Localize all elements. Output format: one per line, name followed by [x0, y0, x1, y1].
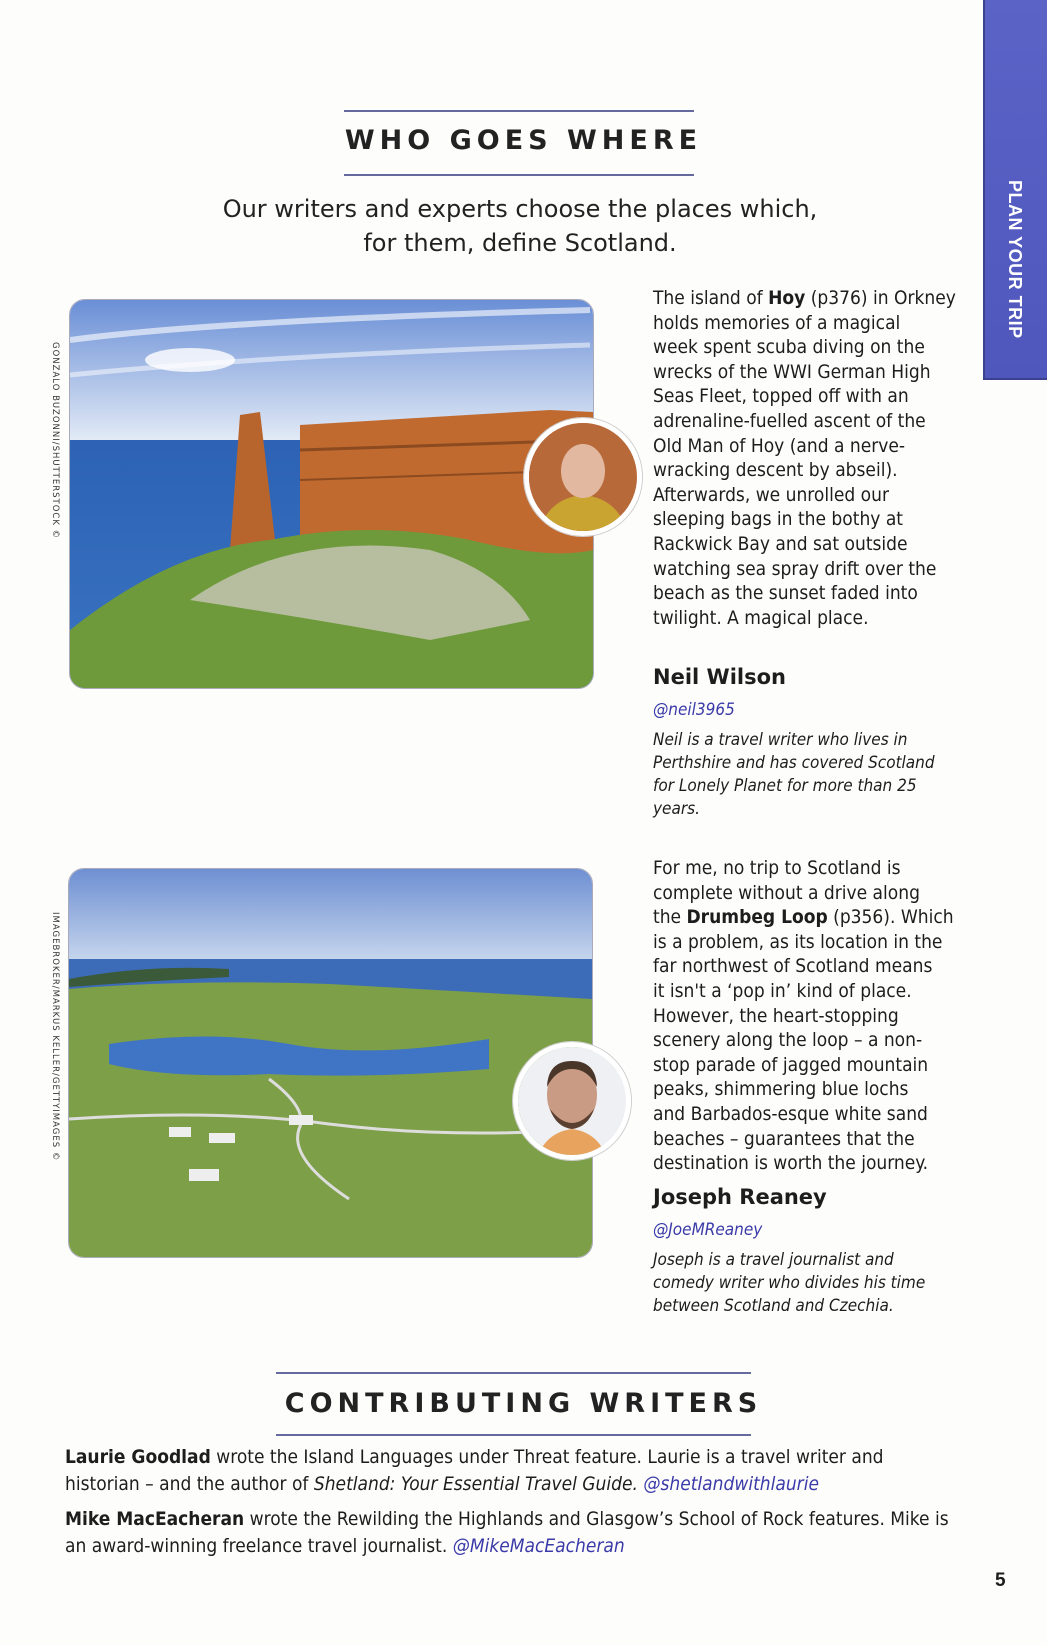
photo-credit: IMAGEBROKER/MARKUS KELLER/GETTYIMAGES © [50, 912, 60, 1162]
page-subtitle [120, 192, 920, 260]
photo-credit: GONZALO BUZONNI/SHUTTERSTOCK © [50, 342, 60, 540]
joseph-reaney-avatar [513, 1042, 631, 1160]
contributor-name: Laurie Goodlad [65, 1446, 211, 1468]
contributing-title: CONTRIBUTING WRITERS [284, 1388, 763, 1419]
book-title: Shetland: Your Essential Travel Guide. [313, 1473, 638, 1495]
subtitle-line-2: for them, define Scotland. [363, 229, 677, 257]
writer-handle-link[interactable]: @JoeMReaney [653, 1220, 763, 1240]
subtitle-line-1: Our writers and experts choose the places which, [222, 195, 818, 223]
drumbeg-photo [68, 868, 593, 1258]
section-tab-label: PLAN YOUR TRIP [1005, 180, 1025, 339]
contrib-rule-top [276, 1372, 751, 1374]
contributor-laurie-goodlad: Laurie Goodlad wrote the Island Languages under Threat feature. Laurie is a travel writer and historian – and the author of Shetland: Your Essential Travel Guide. @shetlandwithlaurie [65, 1446, 884, 1495]
writer-bio: Joseph is a travel journalist and comedy writer who divides his time between Scotland and Czechia. [653, 1250, 926, 1316]
person-portrait-icon [518, 1047, 626, 1155]
contributor-handle-link[interactable]: @shetlandwithlaurie [643, 1473, 819, 1495]
title-rule-bottom [344, 174, 694, 176]
writer-bio: Neil is a travel writer who lives in Perthshire and has covered Scotland for Lonely Planet for more than 25 years. [653, 730, 935, 819]
title-rule-top [344, 110, 694, 112]
person-portrait-icon [529, 423, 637, 531]
page-title: WHO GOES WHERE [344, 125, 703, 156]
drumbeg-landscape-illustration [69, 869, 592, 1257]
drumbeg-description: For me, no trip to Scotland is complete without a drive along the Drumbeg Loop (p356). Which is a problem, as its location in the far northwest of Scotland means it isn't a ‘pop in’ kind of place. However, the heart-stopping scenery along the loop – a non- stop parade of jagged mountain peaks, shimmering blue lochs and Barbados-esque white sand beaches – guarantees that the destination is worth the journey. [653, 857, 954, 1175]
hoy-landscape-illustration [70, 300, 593, 688]
section-tab [983, 0, 1047, 380]
page-number: 5 [995, 1570, 1006, 1591]
contributor-handle-link[interactable]: @MikeMacEacheran [452, 1535, 625, 1557]
writer-handle-link[interactable]: @neil3965 [653, 700, 735, 720]
writer-name: Neil Wilson [653, 665, 786, 689]
contributor-mike-maceacheran: Mike MacEacheran wrote the Rewilding the Highlands and Glasgow’s School of Rock features. Mike is an award-winning freelance travel journalist. @MikeMacEacheran [65, 1508, 949, 1557]
neil-wilson-avatar [524, 418, 642, 536]
hoy-photo [69, 299, 594, 689]
contributor-name: Mike MacEacheran [65, 1508, 245, 1530]
place-link-hoy[interactable]: Hoy [768, 287, 806, 309]
writer-name: Joseph Reaney [653, 1185, 827, 1209]
contrib-rule-bottom [276, 1434, 751, 1436]
place-link-drumbeg-loop[interactable]: Drumbeg Loop [686, 906, 828, 929]
hoy-description: The island of Hoy (p376) in Orkney holds memories of a magical week spent scuba diving on the wrecks of the WWI German High Seas Fleet, topped off with an adrenaline-fuelled ascent of the Old Man of Hoy (and a nerve- wracking descent by abseil). Afterwards, we unrolled our sleeping bags in the bothy at Rackwick Bay and sat outside watching sea spray drift over the beach as the sunset faded into twilight. A magical place. [653, 287, 956, 629]
